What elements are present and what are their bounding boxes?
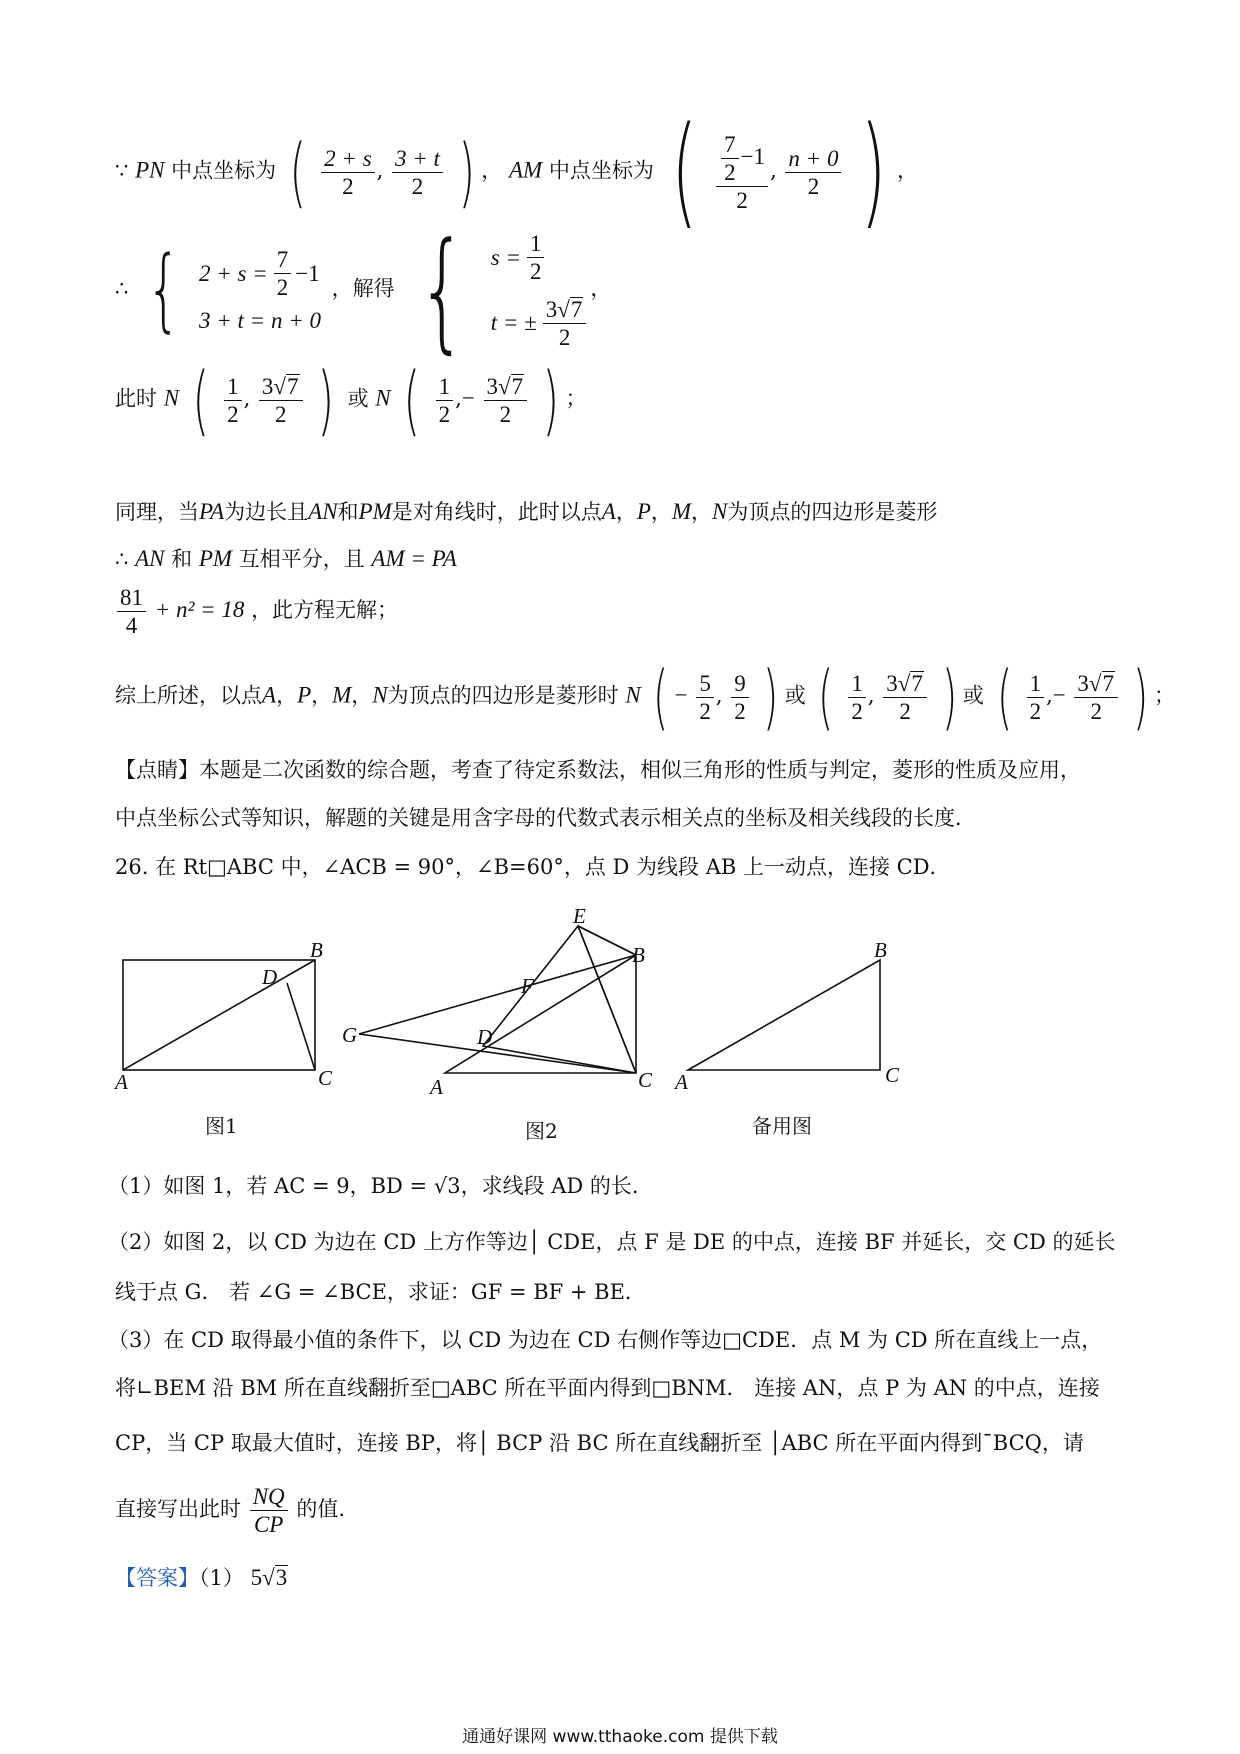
frac-den: 2 <box>1090 699 1102 724</box>
fig1-label-d: D <box>262 965 278 989</box>
part-1: （1）如图 1，若 AC = 9，BD = √3，求线段 AD 的长. <box>108 1174 639 1198</box>
var: AN <box>135 546 165 571</box>
fig1-label-a: A <box>115 1070 128 1094</box>
radicand: 7 <box>1102 671 1115 696</box>
frac-num: 1 <box>224 375 242 401</box>
coef: 3 <box>886 671 898 696</box>
var: P <box>297 682 312 708</box>
figure-2 <box>359 926 636 1073</box>
frac-den: 2 <box>227 401 239 427</box>
label-or: 或 <box>347 386 369 411</box>
fig1-diagonal-ab <box>123 960 315 1070</box>
paren-open: ( <box>818 656 834 738</box>
paren-open: ( <box>289 127 306 216</box>
fig2-label-g: G <box>342 1023 358 1047</box>
frac-den: 2 <box>411 173 424 199</box>
eq-tail: −1 <box>295 261 320 286</box>
brace-left-2: { <box>417 214 468 366</box>
frac-den: 2 <box>807 173 820 199</box>
because-symbol: ∵ <box>115 158 129 183</box>
paren-open: ( <box>403 355 421 444</box>
part-3-line-b: 将∟BEM 沿 BM 所在直线翻折至□ABC 所在平面内得到□BNM． 连接 AN，点 P 为 AN 的中点，连接 <box>115 1376 1100 1400</box>
fig3-label-c: C <box>885 1063 900 1087</box>
fig2-label-e: E <box>573 904 586 928</box>
text: ，此方程无解； <box>251 598 399 622</box>
paren-close: ) <box>458 127 475 216</box>
fig3-triangle-abc <box>688 960 880 1070</box>
text: 为顶点的四边形是菱形 <box>727 500 938 524</box>
frac-num: 1 <box>1027 672 1045 698</box>
frac-num: 1 <box>527 232 545 258</box>
paren-open: ( <box>192 355 209 444</box>
frac-den: 2 <box>699 698 711 724</box>
frac-den: 2 <box>899 699 911 724</box>
frac-den: 4 <box>125 613 138 638</box>
frac-num: 5 <box>696 672 714 698</box>
frac-den: 2 <box>342 173 354 199</box>
radicand: 7 <box>287 374 299 399</box>
label-solve: ，解得 <box>331 276 395 301</box>
var-am: AM <box>508 157 543 183</box>
frac-num: 2 + s <box>321 147 374 173</box>
answer-line <box>115 1565 288 1589</box>
fig2-label-a: A <box>430 1075 443 1099</box>
text: 的值. <box>296 1497 346 1521</box>
fig2-segment-eb-diag <box>578 926 636 1073</box>
label-midpoint: 中点坐标为 <box>171 158 277 183</box>
frac-num: NQ <box>250 1485 288 1511</box>
text: 为边长且 <box>224 500 309 524</box>
answer-value <box>251 1565 289 1590</box>
frac-den: 2 <box>736 187 748 213</box>
text: 综上所述，以点 <box>115 683 262 708</box>
sqrt-sign: √ <box>557 296 570 322</box>
therefore-symbol: ∴ <box>115 276 129 301</box>
label-prefix: 此时 <box>115 386 157 411</box>
fig2-label-f: F <box>521 974 534 998</box>
paren-close: ) <box>542 355 559 444</box>
var-n: N <box>625 682 641 708</box>
fig2-label-d: D <box>477 1025 493 1049</box>
radicand: 7 <box>911 671 923 696</box>
fig1-segment-cd <box>287 983 315 1070</box>
line-system: ∴ { 2 + s = $\frac{7}{2}$ −1 3 + t = n + 0 ，解得 { s = $\frac{1}{2}$ t = ± 3 √ 7 2 ， <box>115 214 612 366</box>
dianjing-line-1: 【点睛】本题是二次函数的综合题，考查了待定系数法，相似三角形的性质与判定，菱形的性质及应用， <box>115 758 1081 782</box>
coef: 3 <box>261 374 274 399</box>
part-3-line-c: CP，当 CP 取最大值时，连接 BP，将│ BCP 沿 BC 所在直线翻折至 │ABC 所在平面内得到¯BCQ，请 <box>115 1431 1084 1455</box>
sqrt <box>262 1565 288 1589</box>
var: PA <box>199 499 225 524</box>
part-3-line-a: （3）在 CD 取得最小值的条件下，以 CD 为边在 CD 右侧作等边□CDE．点 M 为 CD 所在直线上一点， <box>108 1328 1103 1352</box>
label-or: 或 <box>962 683 984 708</box>
var: A <box>601 499 616 524</box>
sqrt-sign: √ <box>897 671 911 696</box>
part-3-line-d <box>115 1485 345 1536</box>
answer-part: （1） <box>199 1566 244 1590</box>
fig3-caption: 备用图 <box>752 1114 812 1138</box>
frac-den: 2 <box>276 275 289 300</box>
coef: 5 <box>250 1565 263 1590</box>
coef: 3 <box>486 374 498 399</box>
var: PM <box>198 546 233 571</box>
var: M <box>671 499 692 524</box>
paren-close-large: ) <box>860 102 887 241</box>
paren-close: ) <box>763 656 779 738</box>
frac-num: 3 + t <box>392 147 443 173</box>
label-or: 或 <box>784 683 806 708</box>
fig3-label-a: A <box>675 1070 688 1094</box>
fig2-label-c: C <box>638 1068 653 1092</box>
frac-den: CP <box>253 1512 284 1537</box>
sqrt-sign: √ <box>1088 671 1102 696</box>
frac-den: 2 <box>438 401 451 427</box>
equation: AM = PA <box>371 546 457 571</box>
eq-text: s = <box>490 244 521 270</box>
frac-num: 81 <box>117 586 146 612</box>
text: 互相平分，且 <box>238 547 365 571</box>
coef: 3 <box>545 296 558 322</box>
part-2-line-a: （2）如图 2，以 CD 为边在 CD 上方作等边│ CDE，点 F 是 DE 的中点，连接 BF 并延长，交 CD 的延长 <box>108 1230 1116 1254</box>
figure-1 <box>123 960 315 1070</box>
eq-text: t = ± <box>490 310 537 335</box>
text: 同理，当 <box>115 500 199 524</box>
frac-den: 2 <box>558 324 571 350</box>
sqrt-sign: √ <box>273 374 287 399</box>
eq-text: 3 + t = n + 0 <box>199 308 321 333</box>
minus-sign: − <box>1052 682 1066 708</box>
fig2-label-b: B <box>632 943 645 967</box>
paren-open: ( <box>996 656 1012 738</box>
fig2-triangle-cde <box>483 926 636 1073</box>
frac-num: 9 <box>731 672 749 698</box>
var-pn: PN <box>135 157 165 183</box>
frac-den: 2 <box>499 402 512 427</box>
text: 和 <box>337 500 359 524</box>
paren-close: ) <box>317 355 335 444</box>
text: 和 <box>171 547 193 571</box>
frac-den: 2 <box>529 258 542 284</box>
part-2-line-b: 线于点 G． 若 ∠G = ∠BCE，求证：GF = BF + BE． <box>115 1280 646 1304</box>
therefore-symbol: ∴ <box>115 547 129 571</box>
paren-close: ) <box>941 656 957 738</box>
frac-den: 2 <box>734 698 746 724</box>
text: 是对角线时，此时以点 <box>391 500 602 524</box>
radicand: 3 <box>275 1565 288 1590</box>
var: A <box>262 682 277 708</box>
line-n-points: 此时 N ( $\frac{1}{2}$ , 3 √ 7 2 ) 或 N ( $\frac{1}{2}$ ,− 3 √ 7 2 ) ； <box>115 355 587 444</box>
paren-open: ( <box>653 656 669 738</box>
fig1-label-b: B <box>310 938 323 962</box>
var: P <box>636 499 651 524</box>
frac-nq-cp <box>250 1485 288 1536</box>
frac-num: 1 <box>848 672 866 698</box>
var: AN <box>308 499 338 524</box>
text: 直接写出此时 <box>115 1497 241 1521</box>
frac-den: 2 <box>851 698 863 724</box>
frac-den: 2 <box>724 159 736 185</box>
label-midpoint-2: 中点坐标为 <box>548 158 654 183</box>
coef: 3 <box>1077 671 1089 696</box>
var: PM <box>358 499 392 524</box>
paren-close: ) <box>1132 656 1148 738</box>
dianjing-line-2: 中点坐标公式等知识，解题的关键是用含字母的代数式表示相关点的坐标及相关线段的长度． <box>115 806 976 830</box>
var: N <box>372 682 388 708</box>
fig3-label-b: B <box>874 938 887 962</box>
footer: 通通好课网 www.tthaoke.com 提供下载 <box>462 1727 778 1747</box>
frac-den: 2 <box>1029 698 1042 724</box>
radicand: 7 <box>511 374 524 399</box>
eq-text: 2 + s = <box>199 261 268 286</box>
var-n: N <box>375 385 391 411</box>
sqrt-sign: √ <box>498 374 511 399</box>
frac-tail: −1 <box>740 143 766 169</box>
frac-num: 7 <box>274 248 292 274</box>
var: N <box>712 499 728 524</box>
fig1-caption: 图1 <box>205 1114 238 1138</box>
minus-sign: − <box>461 385 475 411</box>
answer-tag: 【答案】 <box>115 1566 199 1590</box>
fig1-label-c: C <box>318 1066 333 1090</box>
frac-den: 2 <box>274 402 287 427</box>
line-pn-midpoint: ∵ PN 中点坐标为 ( $\frac{2 + s}{2}$ , $\frac{3 + t}{2}$ ) ， AM 中点坐标为 ( $\frac{7}{2}$ −1 2 , $\frac{n + 0}{2}$ ) ， <box>115 102 918 241</box>
minus-sign: − <box>674 682 688 708</box>
paren-open-large: ( <box>671 102 697 241</box>
radicand: 7 <box>570 296 583 322</box>
equation: + n² = 18 <box>154 597 245 622</box>
fig2-segment-bc-e <box>578 926 636 955</box>
line-summary: 综上所述，以点A，P，M，N为顶点的四边形是菱形时 N ( − $\frac{5}{2}$ , $\frac{9}{2}$ ) 或 ( $\frac{1}{2}$ , 3 √ 7 2 ) 或 ( $\frac{1}{2}$ ,− 3 √ 7 2 ) ； <box>115 656 1176 738</box>
brace-left: { <box>146 237 181 342</box>
fig2-caption: 图2 <box>525 1119 558 1143</box>
frac-num: 7 <box>721 133 739 159</box>
frac-num: 1 <box>436 375 454 401</box>
line-similarly: 同理，当PA为边长且AN和PM是对角线时，此时以点A，P，M，N为顶点的四边形是菱形 <box>115 499 938 524</box>
sqrt-sign: √ <box>262 1565 275 1590</box>
question-26: 26. 在 Rt□ABC 中，∠ACB = 90°，∠B=60°，点 D 为线段 AB 上一动点，连接 CD． <box>115 855 951 879</box>
var: M <box>332 682 352 708</box>
text: 为顶点的四边形是菱形时 <box>387 683 619 708</box>
figure-3 <box>688 960 880 1070</box>
frac-num: n + 0 <box>785 147 841 173</box>
var-n: N <box>163 385 180 411</box>
